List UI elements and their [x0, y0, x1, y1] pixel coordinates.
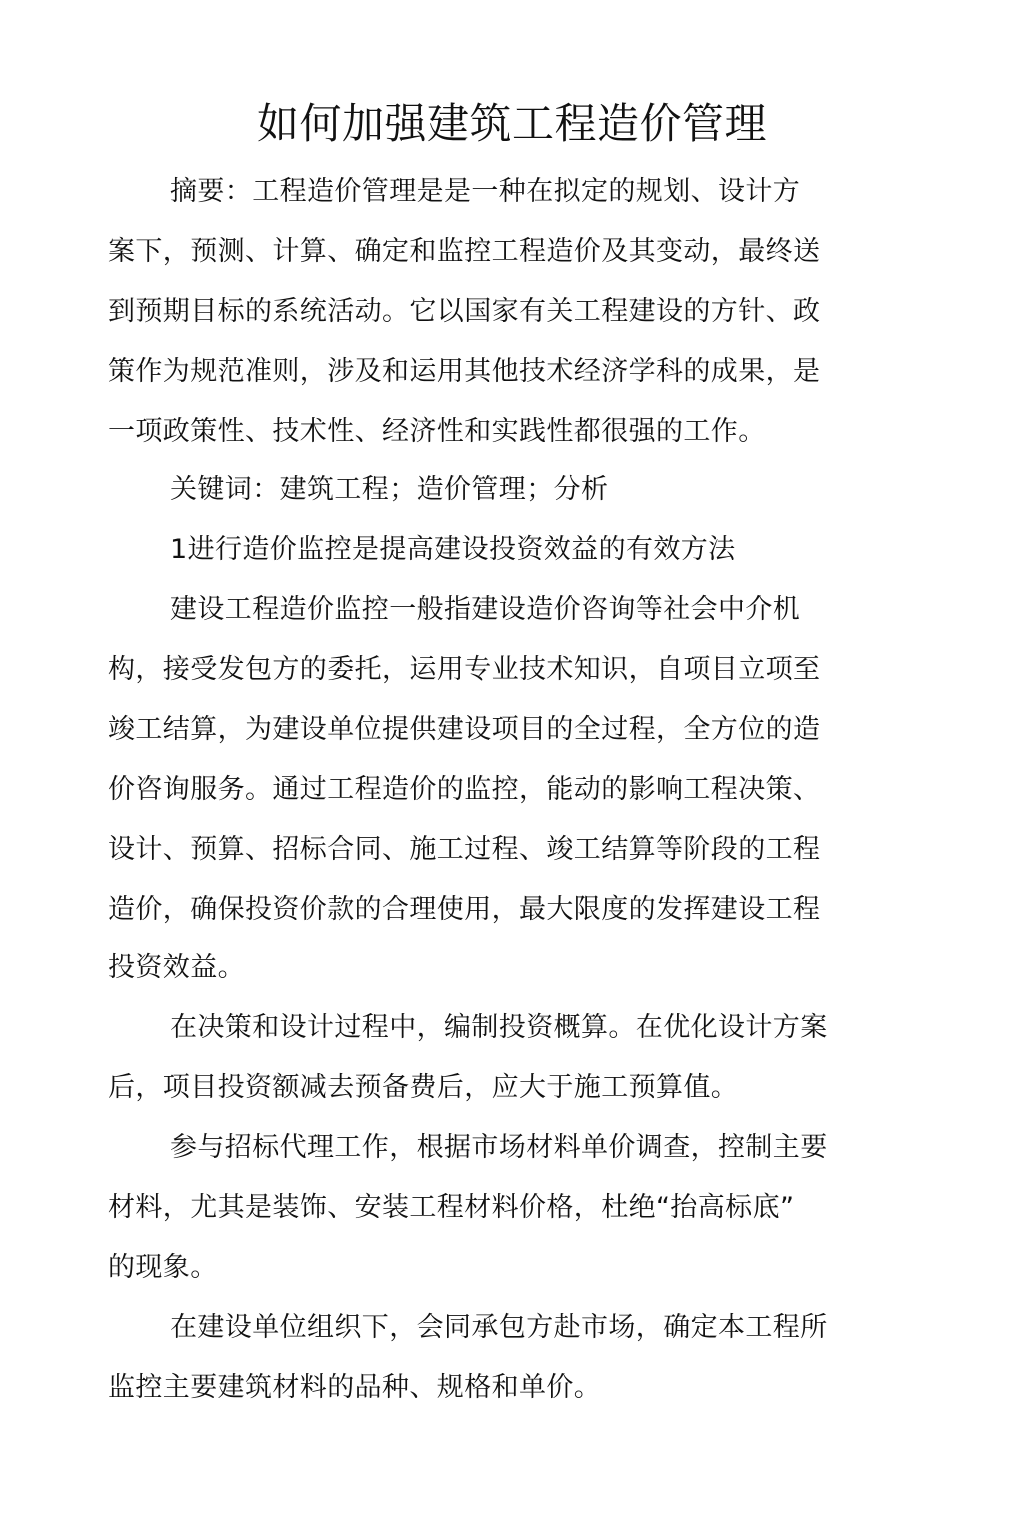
body-line: 在建设单位组织下，会同承包方赴市场，确定本工程所 [170, 1312, 828, 1343]
body-line: 建设工程造价监控一般指建设造价咨询等社会中介机 [170, 594, 801, 625]
keywords-line: 关键词：建筑工程；造价管理；分析 [170, 474, 609, 505]
body-line: 在决策和设计过程中，编制投资概算。在优化设计方案 [170, 1012, 828, 1043]
abstract-line: 案下，预测、计算、确定和监控工程造价及其变动，最终送 [108, 236, 821, 267]
body-line: 竣工结算，为建设单位提供建设项目的全过程，全方位的造 [108, 714, 821, 745]
body-line: 投资效益。 [108, 952, 245, 983]
section-heading: 1进行造价监控是提高建设投资效益的有效方法 [170, 534, 736, 565]
abstract-line: 一项政策性、技术性、经济性和实践性都很强的工作。 [108, 416, 766, 447]
body-line: 构，接受发包方的委托，运用专业技术知识，自项目立项至 [108, 654, 821, 685]
abstract-line: 到预期目标的系统活动。它以国家有关工程建设的方针、政 [108, 296, 821, 327]
body-line: 后，项目投资额减去预备费后，应大于施工预算值。 [108, 1072, 739, 1103]
body-line: 价咨询服务。通过工程造价的监控，能动的影响工程决策、 [108, 774, 821, 805]
body-line: 监控主要建筑材料的品种、规格和单价。 [108, 1372, 602, 1403]
body-line: 材料，尤其是装饰、安装工程材料价格，杜绝“抬高标底” [108, 1192, 795, 1223]
abstract-line: 策作为规范准则，涉及和运用其他技术经济学科的成果，是 [108, 356, 821, 387]
body-line: 造价，确保投资价款的合理使用，最大限度的发挥建设工程 [108, 894, 821, 925]
body-line: 的现象。 [108, 1252, 218, 1283]
body-line: 设计、预算、招标合同、施工过程、竣工结算等阶段的工程 [108, 834, 821, 865]
body-line: 参与招标代理工作，根据市场材料单价调查，控制主要 [170, 1132, 828, 1163]
abstract-line: 摘要：工程造价管理是是一种在拟定的规划、设计方 [170, 176, 801, 207]
document-title: 如何加强建筑工程造价管理 [256, 99, 767, 148]
